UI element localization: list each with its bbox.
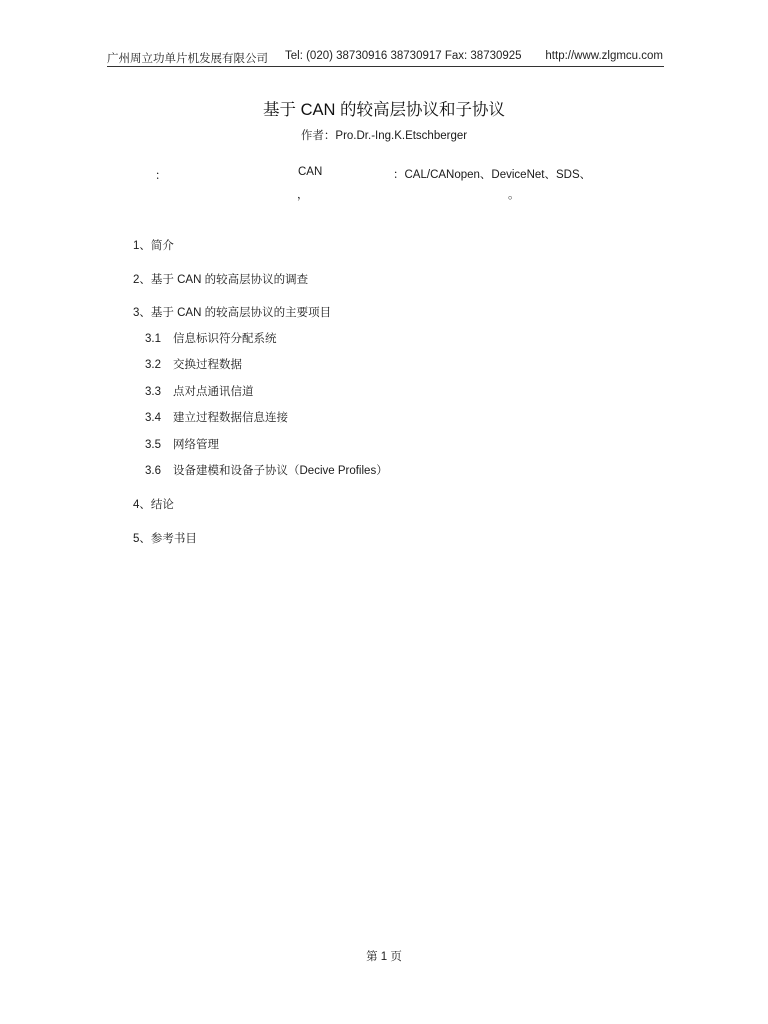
toc-label: 基于 CAN 的较高层协议的主要项目 bbox=[150, 307, 332, 319]
abstract-comma: ， bbox=[297, 189, 309, 201]
toc-label: 结论 bbox=[150, 499, 174, 511]
toc-number: 5、 bbox=[133, 533, 151, 545]
toc-label: 简介 bbox=[150, 240, 174, 252]
document-author: 作者：Pro.Dr.-Ing.K.Etschberger bbox=[300, 130, 468, 142]
toc-section[interactable] bbox=[133, 304, 331, 320]
toc-number: 3.3 bbox=[145, 386, 161, 398]
toc-section[interactable] bbox=[133, 271, 308, 287]
toc-subsection[interactable] bbox=[145, 462, 388, 478]
toc-subsection[interactable] bbox=[145, 383, 254, 399]
toc-number: 2、 bbox=[133, 274, 151, 286]
header-url[interactable]: http://www.zlgmcu.com bbox=[545, 50, 663, 62]
abstract-can: CAN bbox=[298, 166, 323, 178]
toc-section[interactable] bbox=[133, 496, 174, 512]
toc-label: 参考书目 bbox=[150, 533, 197, 545]
abstract-period: 。 bbox=[508, 189, 520, 201]
toc-label: 信息标识符分配系统 bbox=[173, 333, 277, 345]
header-contact: Tel: (020) 38730916 38730917 Fax: 38730925 bbox=[285, 50, 522, 62]
abstract-colon: ： bbox=[155, 170, 167, 182]
toc-label: 基于 CAN 的较高层协议的调查 bbox=[150, 274, 309, 286]
toc-subsection[interactable] bbox=[145, 356, 242, 372]
header-company: 广州周立功单片机发展有限公司 bbox=[107, 53, 268, 65]
toc-section[interactable] bbox=[133, 237, 174, 253]
toc-number: 3.1 bbox=[145, 333, 161, 345]
toc-number: 3.2 bbox=[145, 359, 161, 371]
toc-section[interactable] bbox=[133, 530, 197, 546]
toc-subsection[interactable] bbox=[145, 436, 219, 452]
page-header bbox=[107, 50, 664, 67]
toc-number: 3.6 bbox=[145, 465, 161, 477]
toc-label: 设备建模和设备子协议（Decive Profiles） bbox=[173, 465, 388, 477]
toc-label: 点对点通讯信道 bbox=[173, 386, 254, 398]
toc-label: 建立过程数据信息连接 bbox=[173, 412, 288, 424]
toc-number: 3.4 bbox=[145, 412, 161, 424]
toc-label: 交换过程数据 bbox=[173, 359, 242, 371]
toc-number: 1、 bbox=[133, 240, 151, 252]
toc-subsection[interactable] bbox=[145, 330, 277, 346]
toc-subsection[interactable] bbox=[145, 409, 288, 425]
toc-number: 4、 bbox=[133, 499, 151, 511]
document-title: 基于 CAN 的较高层协议和子协议 bbox=[262, 101, 505, 119]
abstract-keywords: ：CAL/CANopen、DeviceNet、SDS、 bbox=[393, 169, 592, 181]
toc-label: 网络管理 bbox=[173, 439, 219, 451]
toc-number: 3、 bbox=[133, 307, 151, 319]
toc-number: 3.5 bbox=[145, 439, 161, 451]
page-footer: 第 1 页 bbox=[366, 951, 402, 963]
